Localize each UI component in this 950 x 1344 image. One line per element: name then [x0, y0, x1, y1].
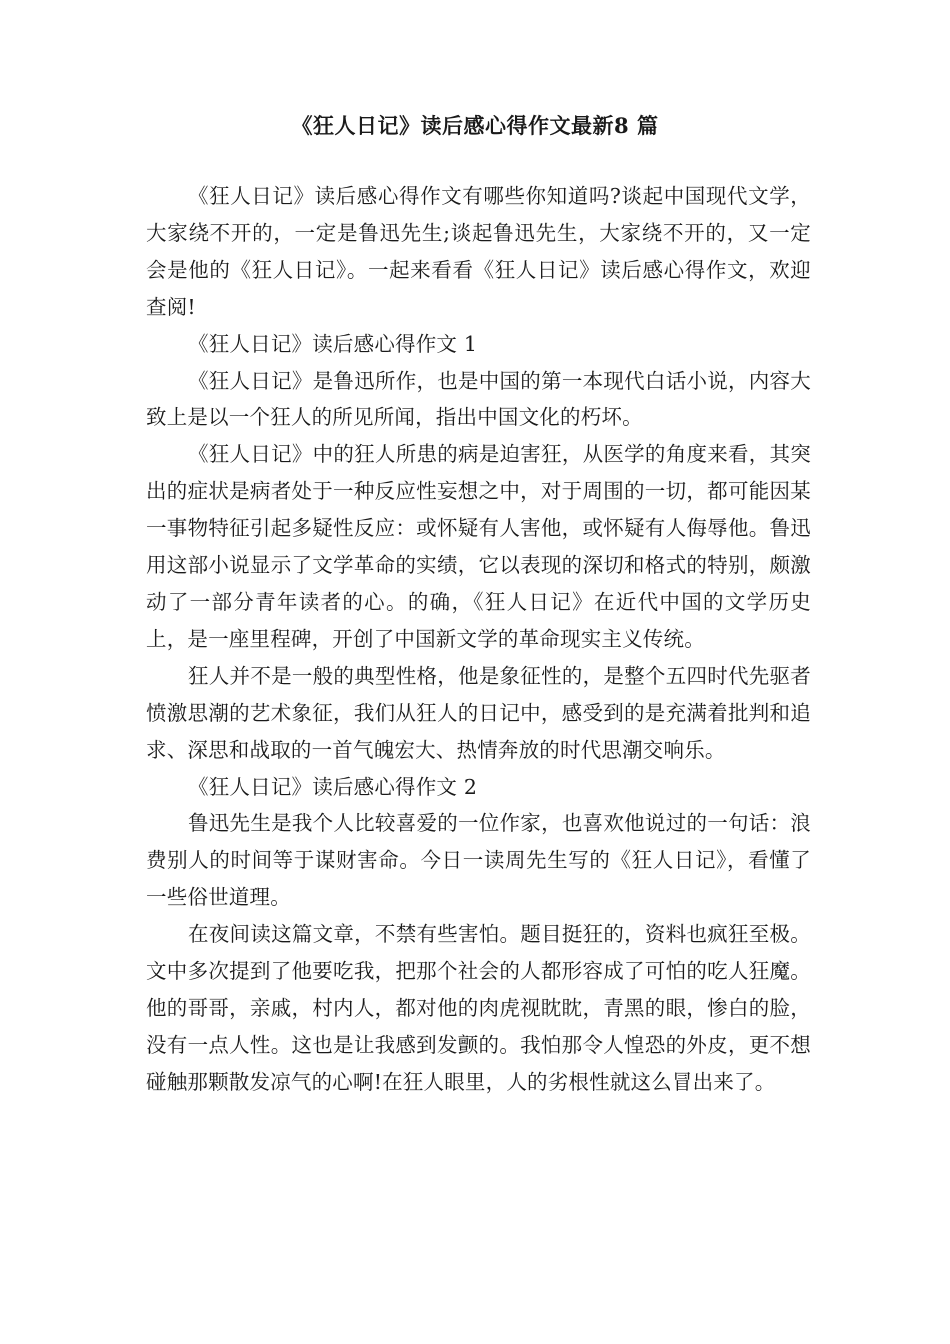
essay2-paragraph-1: 鲁迅先生是我个人比较喜爱的一位作家，也喜欢他说过的一句话：浪费别人的时间等于谋财害命。今日一读周先生写的《狂人日记》，看懂了一些俗世道理。 [146, 811, 811, 910]
intro-paragraph: 《狂人日记》读后感心得作文有哪些你知道吗?谈起中国现代文学，大家绕不开的，一定是鲁迅先生;谈起鲁迅先生，大家绕不开的，又一定会是他的《狂人日记》。一起来看看《狂人日记》读后感心得作文，欢迎查阅! [146, 184, 811, 319]
essay2-paragraph-2: 在夜间读这篇文章，不禁有些害怕。题目挺狂的，资料也疯狂至极。文中多次提到了他要吃我，把那个社会的人都形容成了可怕的吃人狂魔。他的哥哥，亲戚，村内人，都对他的肉虎视眈眈，青黑的眼，惨白的脸，没有一点人性。这也是让我感到发颤的。我怕那令人惶恐的外皮，更不想碰触那颗散发凉气的心啊!在狂人眼里，人的劣根性就这么冒出来了。 [146, 922, 811, 1094]
document-body [146, 178, 811, 1101]
essay1-paragraph-1: 《狂人日记》是鲁迅所作，也是中国的第一本现代白话小说，内容大致上是以一个狂人的所见所闻，指出中国文化的朽坏。 [146, 368, 811, 430]
document-title: 《狂人日记》读后感心得作文最新8 篇 [291, 113, 659, 138]
essay1-paragraph-3: 狂人并不是一般的典型性格，他是象征性的，是整个五四时代先驱者愤激思潮的艺术象征，我们从狂人的日记中，感受到的是充满着批判和追求、深思和战取的一首气魄宏大、热情奔放的时代思潮交响乐。 [146, 663, 811, 762]
essay1-paragraph-2: 《狂人日记》中的狂人所患的病是迫害狂，从医学的角度来看，其突出的症状是病者处于一种反应性妄想之中，对于周围的一切，都可能因某一事物特征引起多疑性反应：或怀疑有人害他，或怀疑有人侮辱他。鲁迅用这部小说显示了文学革命的实绩，它以表现的深切和格式的特别，颇激动了一部分青年读者的心。的确，《狂人日记》在近代中国的文学历史上，是一座里程碑，开创了中国新文学的革命现实主义传统。 [146, 442, 811, 651]
section-heading-2: 《狂人日记》读后感心得作文 2 [188, 774, 478, 799]
section-heading-1: 《狂人日记》读后感心得作文 1 [188, 331, 478, 356]
